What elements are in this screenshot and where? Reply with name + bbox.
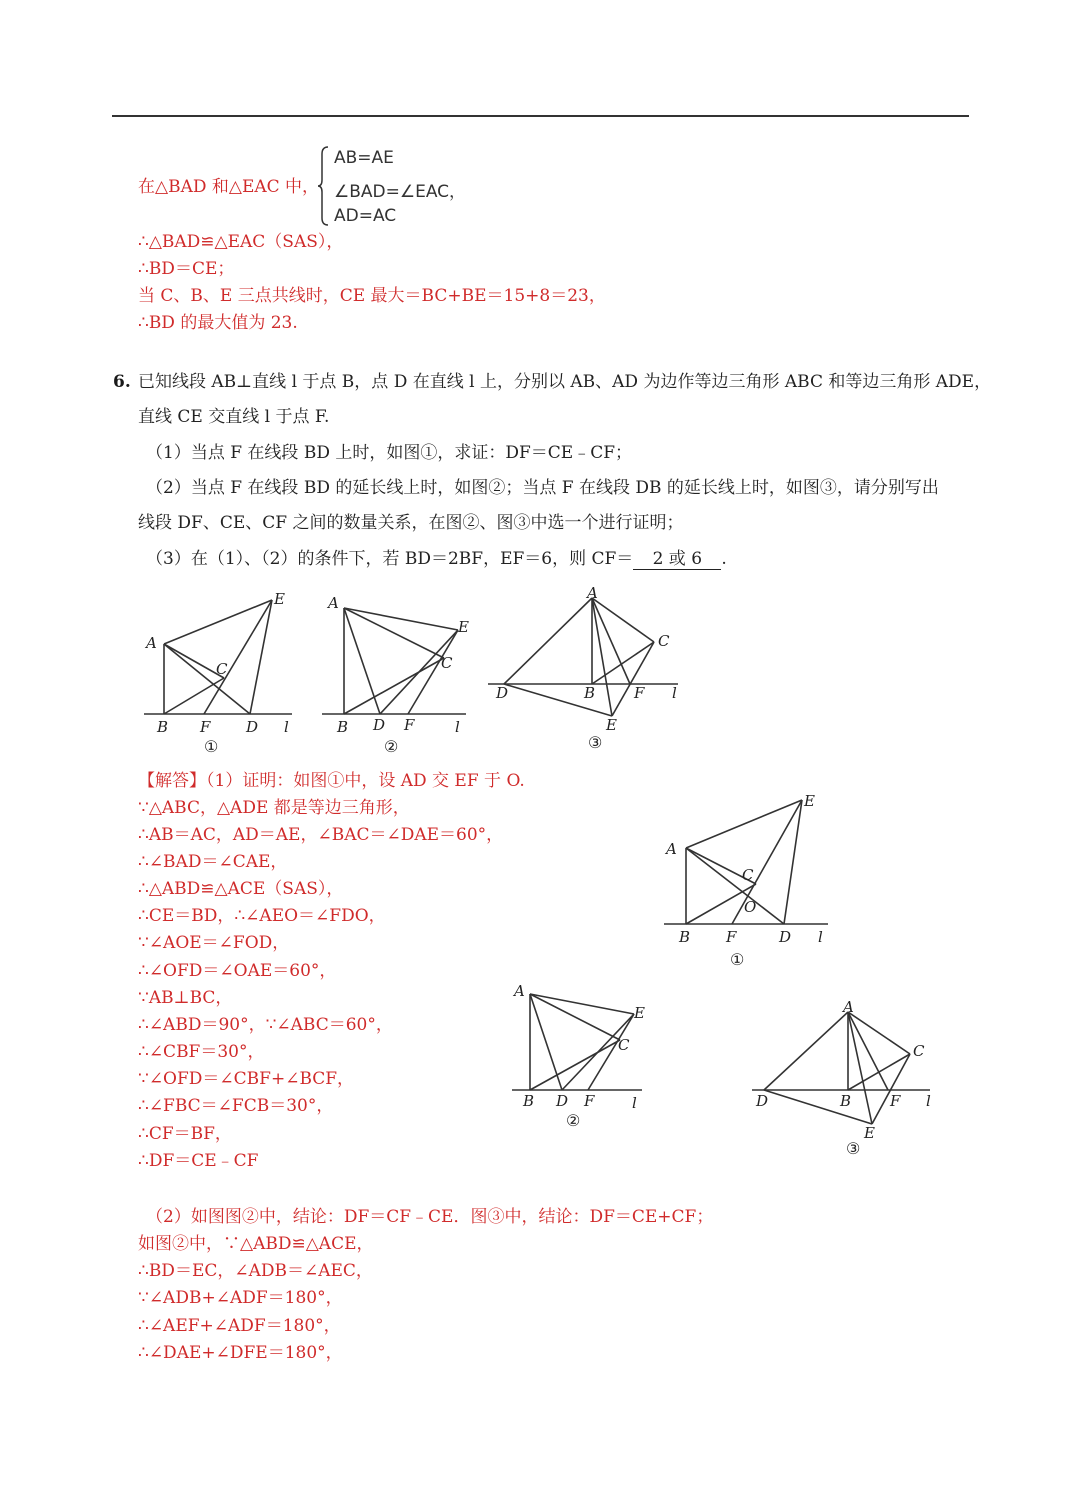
solution-figure-2 [510,982,660,1132]
solution-line: ∴∠ABD＝90°，∵∠ABC＝60°， [138,1015,393,1035]
solution-figure-3 [750,1000,945,1160]
point-label: C [658,632,670,650]
point-label: A [587,584,598,602]
point-label: O [744,898,757,916]
point-label: B [523,1092,535,1110]
prev-line: 当 C、B、E 三点共线时，CE 最大＝BC+BE＝15+8＝23， [138,286,606,306]
point-label: D [756,1092,769,1110]
solution-line: ∵△ABC，△ADE 都是等边三角形， [138,798,410,818]
point-label: E [864,1124,875,1142]
line-label: l [926,1092,931,1110]
point-label: D [246,718,259,736]
solution-line: ∵AB⊥BC， [138,988,233,1008]
point-label: D [373,716,386,734]
point-label: D [779,928,792,946]
prev-line: ∴BD＝CE； [138,259,235,279]
figure-caption: ③ [846,1139,861,1158]
figure-caption: ② [384,737,399,756]
solution-line: ∴∠DAE+∠DFE＝180°， [138,1343,343,1363]
point-label: F [200,718,211,736]
figure-caption: ③ [588,733,603,752]
point-label: F [404,716,415,734]
question-part2: 线段 DF、CE、CF 之间的数量关系，在图②、图③中选一个进行证明； [138,513,684,533]
point-label: B [157,718,169,736]
point-label: F [584,1092,595,1110]
question-part2: （2）当点 F 在线段 BD 的延长线上时，如图②；当点 F 在线段 DB 的延长线上时，如图③，请分别写出 [146,478,939,498]
solution-line: ∴△ABD≌△ACE（SAS）， [138,879,344,899]
solution-line: ∴CE＝BD，∴∠AEO＝∠FDO， [138,906,386,926]
solution-line: ∴AB＝AC，AD＝AE，∠BAC＝∠DAE＝60°， [138,825,504,845]
solution-line: ∴CF＝BF， [138,1124,232,1144]
prev-line: ∴△BAD≌△EAC（SAS）， [138,232,344,252]
line-label: l [284,718,289,736]
solution-line: ∵∠ADB+∠ADF＝180°， [138,1288,343,1308]
prev-intro: 在△BAD 和△EAC 中， [138,177,320,197]
point-label: A [666,840,677,858]
question-part1: （1）当点 F 在线段 BD 上时，如图①，求证：DF＝CE﹣CF； [146,443,632,463]
solution-line: ∴BD＝EC，∠ADB＝∠AEC， [138,1261,373,1281]
point-label: C [913,1042,925,1060]
point-label: A [328,594,339,612]
point-label: A [843,998,854,1016]
point-label: E [634,1004,645,1022]
point-label: D [556,1092,569,1110]
point-label: C [742,866,754,884]
point-label: F [890,1092,901,1110]
point-label: E [274,590,285,608]
solution-line: ∵∠AOE＝∠FOD， [138,933,290,953]
solution-part2-head: （2）如图图②中，结论：DF＝CF﹣CE．图③中，结论：DF＝CE+CF； [146,1207,714,1227]
system-line: AD=AC [334,206,397,226]
point-label: C [216,660,228,678]
point-label: D [496,684,509,702]
figure-3 [486,584,696,758]
point-label: F [726,928,737,946]
point-label: E [804,792,815,810]
solution-line: ∴∠AEF+∠ADF＝180°， [138,1316,341,1336]
solution-line: ∴∠BAD＝∠CAE， [138,852,288,872]
point-label: B [337,718,349,736]
line-label: l [672,684,677,702]
solution-line: ∴DF＝CE﹣CF [138,1151,259,1171]
solution-line: ∴∠CBF＝30°， [138,1042,265,1062]
point-label: B [679,928,691,946]
point-label: F [634,684,645,702]
point-label: C [618,1036,630,1054]
solution-line: ∴∠FBC＝∠FCB＝30°， [138,1096,334,1116]
point-label: E [458,618,469,636]
point-label: B [840,1092,852,1110]
line-label: l [818,928,823,946]
figure-caption: ① [204,737,219,756]
line-label: l [632,1094,637,1112]
figure-2 [320,590,480,760]
solution-line: ∵∠OFD＝∠CBF+∠BCF， [138,1069,355,1089]
point-label: A [514,982,525,1000]
answer-blank: 2 或 6 [633,549,721,570]
point-label: B [584,684,596,702]
solution-figure-1 [662,790,837,975]
figure-caption: ① [730,950,745,969]
figure-caption: ② [566,1111,581,1130]
brace-icon [318,146,330,226]
prev-line: ∴BD 的最大值为 23. [138,313,298,333]
question-number: 6. [113,372,131,392]
figure-1 [140,590,300,760]
point-label: E [606,716,617,734]
point-label: A [146,634,157,652]
question-stem: 直线 CE 交直线 l 于点 F. [138,407,330,427]
system-line: ∠BAD=∠EAC， [334,182,467,202]
solution-line: ∴∠OFD＝∠OAE＝60°， [138,961,337,981]
system-line: AB=AE [334,148,394,168]
solution-line: 如图②中，∵△ABD≌△ACE， [138,1234,374,1254]
solution-head: 【解答】（1）证明：如图①中，设 AD 交 EF 于 O. [138,771,525,791]
point-label: C [441,654,453,672]
question-part3: （3）在（1）、（2）的条件下，若 BD＝2BF，EF＝6，则 CF＝ 2 或 6 . [146,549,727,569]
header-rule [112,115,969,117]
question-stem: 已知线段 AB⊥直线 l 于点 B，点 D 在直线 l 上，分别以 AB、AD 为边作等边三角形 ABC 和等边三角形 ADE， [138,372,992,392]
line-label: l [455,718,460,736]
